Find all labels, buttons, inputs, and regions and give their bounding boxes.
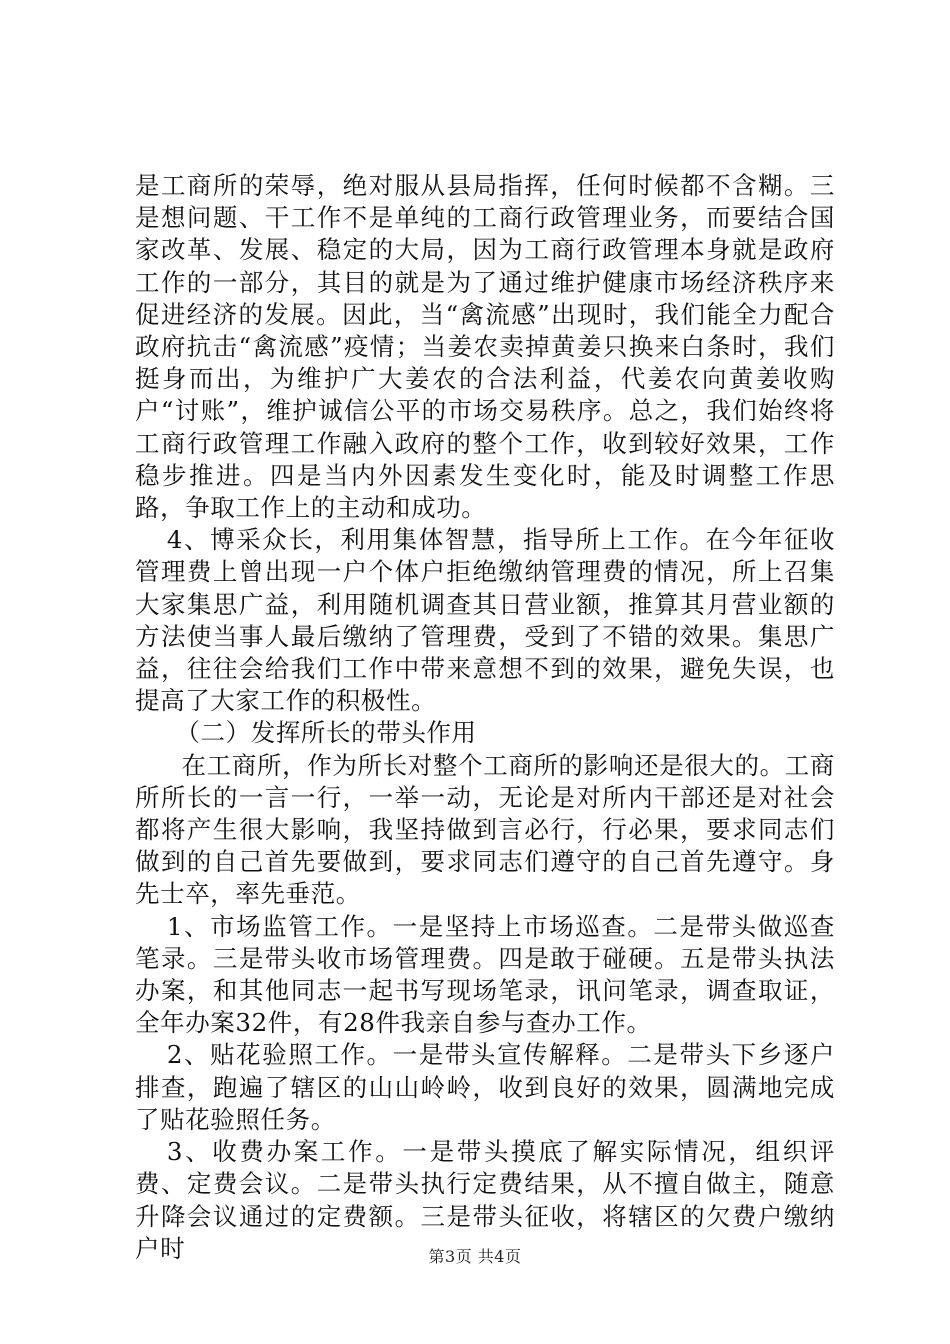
paragraph-3: 在工商所，作为所长对整个工商所的影响还是很大的。工商所所长的一言一行，一举一动，无论是对所内干部还是对社会都将产生很大影响，我坚持做到言必行，行必果，要求同志们做到的自己首先要做到，要求同志们遵守的自己首先遵守。身先士卒，率先垂范。	[135, 750, 835, 909]
page-footer: 第3页 共4页	[428, 1247, 522, 1266]
paragraph-4: 1、市场监管工作。一是坚持上市场巡查。二是带头做巡查笔录。三是带头收市场管理费。四是敢于碰硬。五是带头执法办案，和其他同志一起书写现场笔录，讯问笔录，调查取证，全年办案32件，有28件我亲自参与查办工作。	[135, 911, 835, 1038]
paragraph-6: 3、收费办案工作。一是带头摸底了解实际情况，组织评费、定费会议。二是带头执行定费结果，从不擅自做主，随意升降会议通过的定费额。三是带头征收，将辖区的欠费户缴纳户时	[135, 1137, 835, 1263]
paragraph-1: 是工商所的荣辱，绝对服从县局指挥，任何时候都不含糊。三是想问题、干工作不是单纯的工商行政管理业务，而要结合国家改革、发展、稳定的大局，因为工商行政管理本身就是政府工作的一部分，其目的就是为了通过维护健康市场经济秩序来促进经济的发展。因此，当“禽流感”出现时，我们能全力配合政府抗击“禽流感”疫情；当姜农卖掉黄姜只换来白条时，我们挺身而出，为维护广大姜农的合法利益，代姜农向黄姜收购户“讨账”，维护诚信公平的市场交易秩序。总之，我们始终将工商行政管理工作融入政府的整个工作，收到较好效果，工作稳步推进。四是当内外因素发生变化时，能及时调整工作思路，争取工作上的主动和成功。	[135, 171, 835, 523]
document-body	[135, 170, 835, 1265]
section-heading: （二）发挥所长的带头作用	[175, 718, 477, 748]
paragraph-5: 2、贴花验照工作。一是带头宣传解释。二是带头下乡逐户排查，跑遍了辖区的山山岭岭，收到良好的效果，圆满地完成了贴花验照任务。	[135, 1040, 835, 1134]
paragraph-2: 4、博采众长，利用集体智慧，指导所上工作。在今年征收管理费上曾出现一户个体户拒绝缴纳管理费的情况，所上召集大家集思广益，利用随机调查其日营业额，推算其月营业额的方法使当事人最后缴纳了管理费，受到了不错的效果。集思广益，往往会给我们工作中带来意想不到的效果，避免失误，也提高了大家工作的积极性。	[135, 525, 835, 716]
